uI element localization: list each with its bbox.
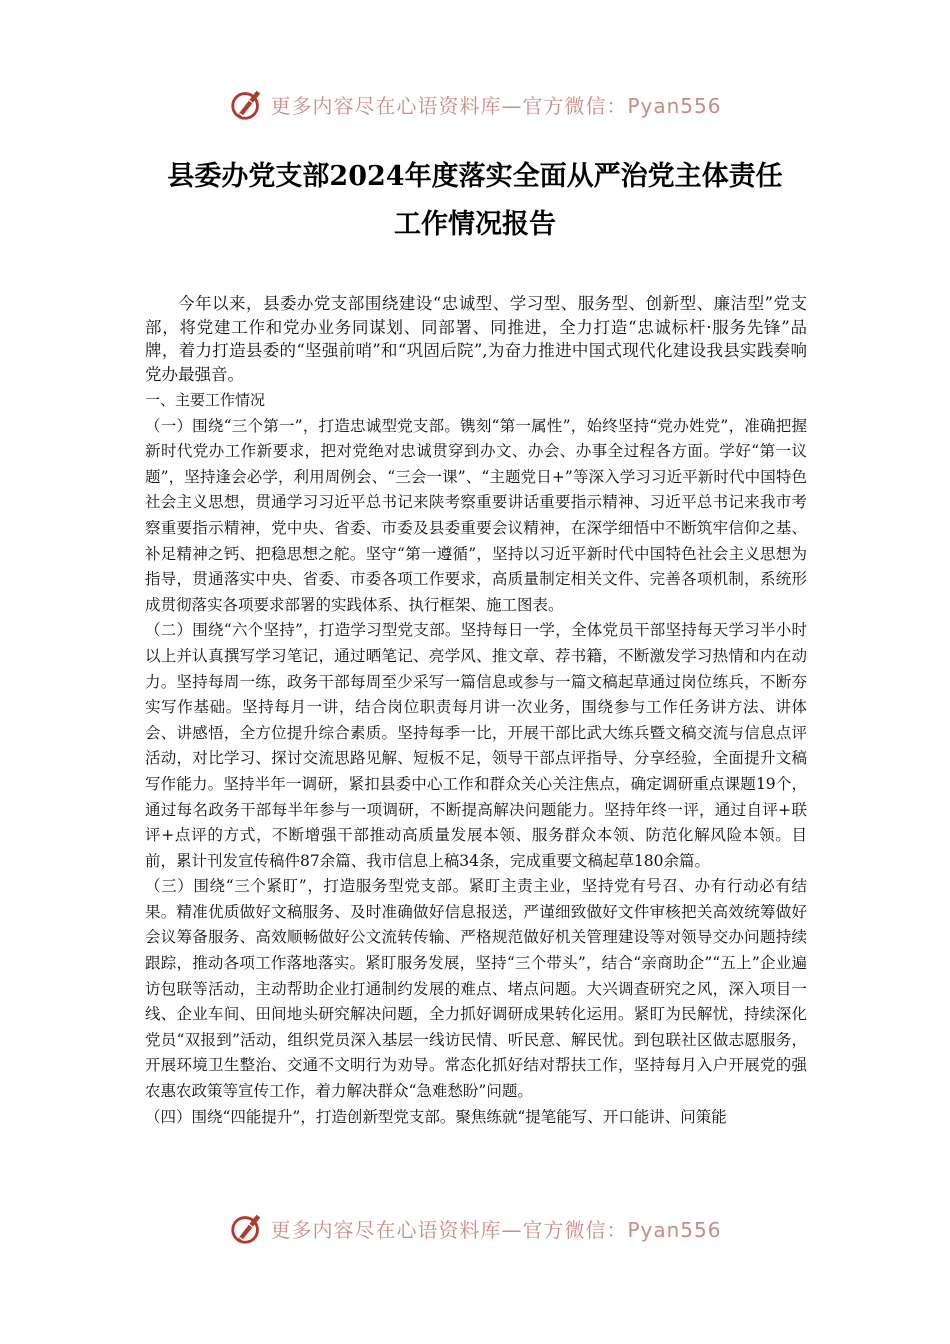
paragraph-service: （三）围绕“三个紧盯”，打造服务型党支部。紧盯主责主业，坚持党有号召、办有行动必有结果。精准优质做好文稿服务、及时准确做好信息报送，严谨细致做好文件审核把关高效统筹做好会议筹备服务、高效顺畅做好公文流转传输、严格规范做好机关管理建设等对领导交办问题持续跟踪，推动各项工作落地落实。紧盯服务发展，坚持“三个带头”，结合“亲商助企”“五上”企业遍访包联等活动，主动帮助企业打通制约发展的难点、堵点问题。大兴调查研究之风，深入项目一线、企业车间、田间地头研究解决问题，全力抓好调研成果转化运用。紧盯为民解忧，持续深化党员“双报到”活动，组织党员深入基层一线访民情、听民意、解民忧。到包联社区做志愿服务，开展环境卫生整治、交通不文明行为劝导。常态化抓好结对帮扶工作，坚持每月入户开展党的强农惠农政策等宣传工作，着力解决群众“急难愁盼”问题。 [145, 877, 807, 1101]
watermark-text: 更多内容尽在心语资料库—官方微信：Pyan556 [270, 1217, 722, 1242]
watermark-text: 更多内容尽在心语资料库—官方微信：Pyan556 [270, 93, 722, 118]
watermark-footer [0, 1208, 950, 1248]
paragraph-innovation: （四）围绕“四能提升”，打造创新型党支部。聚焦练就“提笔能写、开口能讲、问策能 [145, 1107, 727, 1126]
document-title-line-1: 县委办党支部2024年度落实全面从严治党主体责任 [167, 161, 783, 192]
section-heading: 一、主要工作情况 [145, 391, 266, 409]
quill-pen-logo-icon [228, 85, 266, 123]
intro-paragraph: 今年以来，县委办党支部围绕建设“忠诚型、学习型、服务型、创新型、廉洁型”党支部，将党建工作和党办业务同谋划、同部署、同推进，全力打造“忠诚标杆·服务先锋”品牌，着力打造县委的“坚强前哨”和“巩固后院”,为奋力推进中国式现代化建设我县实践奏响党办最强音。 [145, 294, 807, 384]
paragraph-learning: （二）围绕“六个坚持”，打造学习型党支部。坚持每日一学，全体党员干部坚持每天学习半小时以上并认真撰写学习笔记，通过晒笔记、亮学风、推文章、荐书籍，不断激发学习热情和内在动力。坚持每周一练，政务干部每周至少采写一篇信息或参与一篇文稿起草通过岗位练兵，不断夯实写作基础。坚持每月一讲，结合岗位职责每月讲一次业务，围绕参与工作任务讲方法、讲体会、讲感悟，全方位提升综合素质。坚持每季一比，开展干部比武大练兵暨文稿交流与信息点评活动，对比学习、探讨交流思路见解、短板不足，领导干部点评指导、分享经验，全面提升文稿写作能力。坚持半年一调研，紧扣县委中心工作和群众关心关注焦点，确定调研重点课题19个，通过每名政务干部每半年参与一项调研，不断提高解决问题能力。坚持年终一评，通过自评+联评+点评的方式，不断增强干部推动高质量发展本领、服务群众本领、防范化解风险本领。目前，累计刊发宣传稿件87余篇、我市信息上稿34条，完成重要文稿起草180余篇。 [145, 621, 807, 870]
document-body [145, 292, 807, 1130]
watermark-header [0, 84, 950, 124]
paragraph-loyalty: （一）围绕“三个第一”，打造忠诚型党支部。镌刻“第一属性”，始终坚持“党办姓党”，准确把握新时代党办工作新要求，把对党绝对忠诚贯穿到办文、办会、办事全过程各方面。学好“第一议题”，坚持逢会必学，利用周例会、“三会一课”、“主题党日+”等深入学习习近平新时代中国特色社会主义思想，贯通学习习近平总书记来陕考察重要讲话重要指示精神、习近平总书记来我市考察重要指示精神，党中央、省委、市委及县委重要会议精神，在深学细悟中不断筑牢信仰之基、补足精神之钙、把稳思想之舵。坚守“第一遵循”，坚持以习近平新时代中国特色社会主义思想为指导，贯通落实中央、省委、市委各项工作要求，高质量制定相关文件、完善各项机制，系统形成贯彻落实各项要求部署的实践体系、执行框架、施工图表。 [145, 416, 807, 614]
document-title-line-2: 工作情况报告 [394, 209, 556, 240]
quill-pen-logo-icon [228, 1209, 266, 1247]
